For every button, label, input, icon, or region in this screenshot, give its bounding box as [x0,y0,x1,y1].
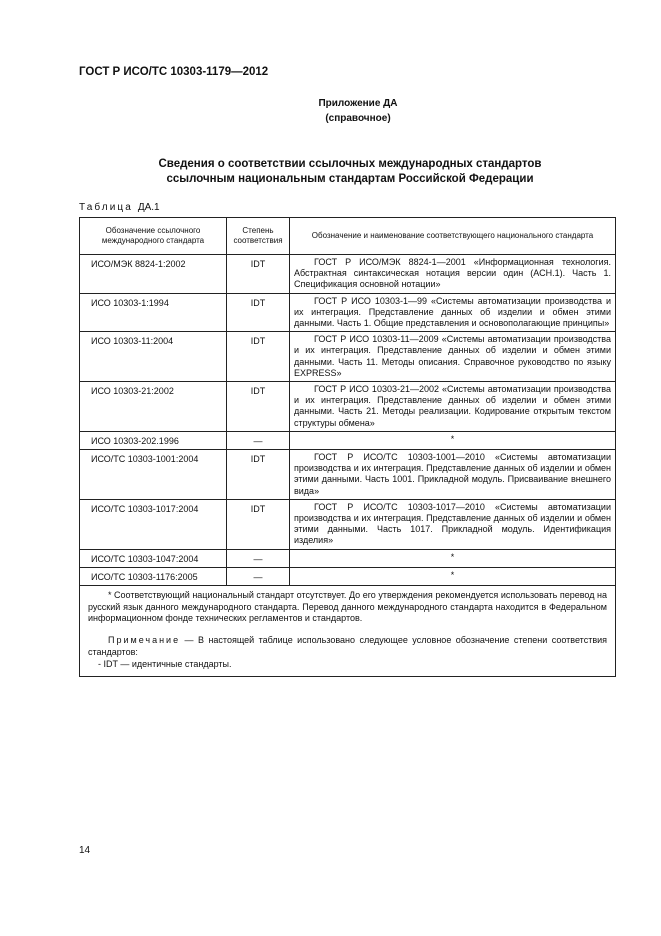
section-title [100,157,600,187]
table-row [80,382,616,432]
national-standard-cell: ГОСТ Р ИСО 10303-1—99 «Системы автоматизации производства и их интеграция. Представление данных об изделии и обмен этими данными. Часть 1. Общие представления и основополагающие принципы» [290,293,616,332]
section-title-line2: ссылочным национальным стандартам Российской Федерации [166,173,534,185]
note-text: — В настоящей таблице использовано следующее условное обозначение степени соответствия стандартов: [88,635,607,657]
national-standard-cell: ГОСТ Р ИСО/ТС 10303-1017—2010 «Системы автоматизации производства и их интеграция. Представление данных об изделии и обмен этими данными. Часть 1017. Прикладной модуль. Идентификация изделия» [290,499,616,549]
table-header-row [80,218,616,255]
header-national-standard: Обозначение и наименование соответствующего национального стандарта [290,218,616,255]
correspondence-table [79,217,616,677]
degree-cell: IDT [227,255,290,294]
national-standard-cell: * [290,549,616,567]
note-item: - IDT — идентичные стандарты. [98,658,232,669]
note [88,635,607,658]
degree-cell: IDT [227,499,290,549]
degree-cell: — [227,567,290,585]
intl-standard-cell: ИСО 10303-202.1996 [80,431,227,449]
national-standard-cell: ГОСТ Р ИСО 10303-11—2009 «Системы автоматизации производства и их интеграция. Представление данных об изделии и обмен этими данными. Часть 11. Методы описания. Справочное руководство по языку EXPRESS» [290,332,616,382]
national-standard-cell: * [290,431,616,449]
degree-cell: IDT [227,293,290,332]
intl-standard-cell: ИСО/ТС 10303-1176:2005 [80,567,227,585]
appendix-subtitle: (справочное) [325,113,391,124]
degree-cell: — [227,549,290,567]
table-notes-row [80,586,616,677]
degree-cell: IDT [227,382,290,432]
document-code: ГОСТ Р ИСО/ТС 10303-1179—2012 [79,66,269,78]
intl-standard-cell: ИСО 10303-1:1994 [80,293,227,332]
table-row [80,332,616,382]
intl-standard-cell: ИСО 10303-21:2002 [80,382,227,432]
national-standard-cell: * [290,567,616,585]
intl-standard-cell: ИСО/ТС 10303-1047:2004 [80,549,227,567]
table-caption-word: Таблица [79,202,133,213]
table-caption [79,202,160,213]
appendix-heading [0,96,661,126]
degree-cell: — [227,431,290,449]
intl-standard-cell: ИСО 10303-11:2004 [80,332,227,382]
footnote: * Соответствующий национальный стандарт отсутствует. До его утверждения рекомендуется использовать перевод на русский язык данного международного стандарта. Перевод данного международного стандарта находится в Федеральном информационном фонде технических регламентов и стандартов. [88,590,607,624]
national-standard-cell: ГОСТ Р ИСО/ТС 10303-1001—2010 «Системы автоматизации производства и их интеграция. Представление данных об изделии и обмен этими данными. Часть 1001. Прикладной модуль. Присваивание внешнего вида» [290,450,616,500]
national-standard-cell: ГОСТ Р ИСО/МЭК 8824-1—2001 «Информационная технология. Абстрактная синтаксическая нотация версии один (АСН.1). Часть 1. Спецификация основной нотации» [290,255,616,294]
intl-standard-cell: ИСО/ТС 10303-1017:2004 [80,499,227,549]
national-standard-cell: ГОСТ Р ИСО 10303-21—2002 «Системы автоматизации производства и их интеграция. Представление данных об изделии и обмен этими данными. Часть 21. Методы реализации. Кодирование открытым текстом структуры обмена» [290,382,616,432]
degree-cell: IDT [227,450,290,500]
table-row [80,567,616,585]
table-row [80,450,616,500]
appendix-title: Приложение ДА [318,98,398,109]
table-row [80,431,616,449]
table-caption-number: ДА.1 [137,202,160,213]
header-intl-standard: Обозначение ссылочного международного стандарта [80,218,227,255]
table-notes-cell [80,586,616,677]
table-row [80,293,616,332]
table-row [80,499,616,549]
intl-standard-cell: ИСО/ТС 10303-1001:2004 [80,450,227,500]
header-degree: Степень соответствия [227,218,290,255]
intl-standard-cell: ИСО/МЭК 8824-1:2002 [80,255,227,294]
table-row [80,255,616,294]
table-row [80,549,616,567]
degree-cell: IDT [227,332,290,382]
note-label: Примечание [108,635,181,646]
section-title-line1: Сведения о соответствии ссылочных международных стандартов [158,158,542,170]
page-number: 14 [79,845,91,856]
